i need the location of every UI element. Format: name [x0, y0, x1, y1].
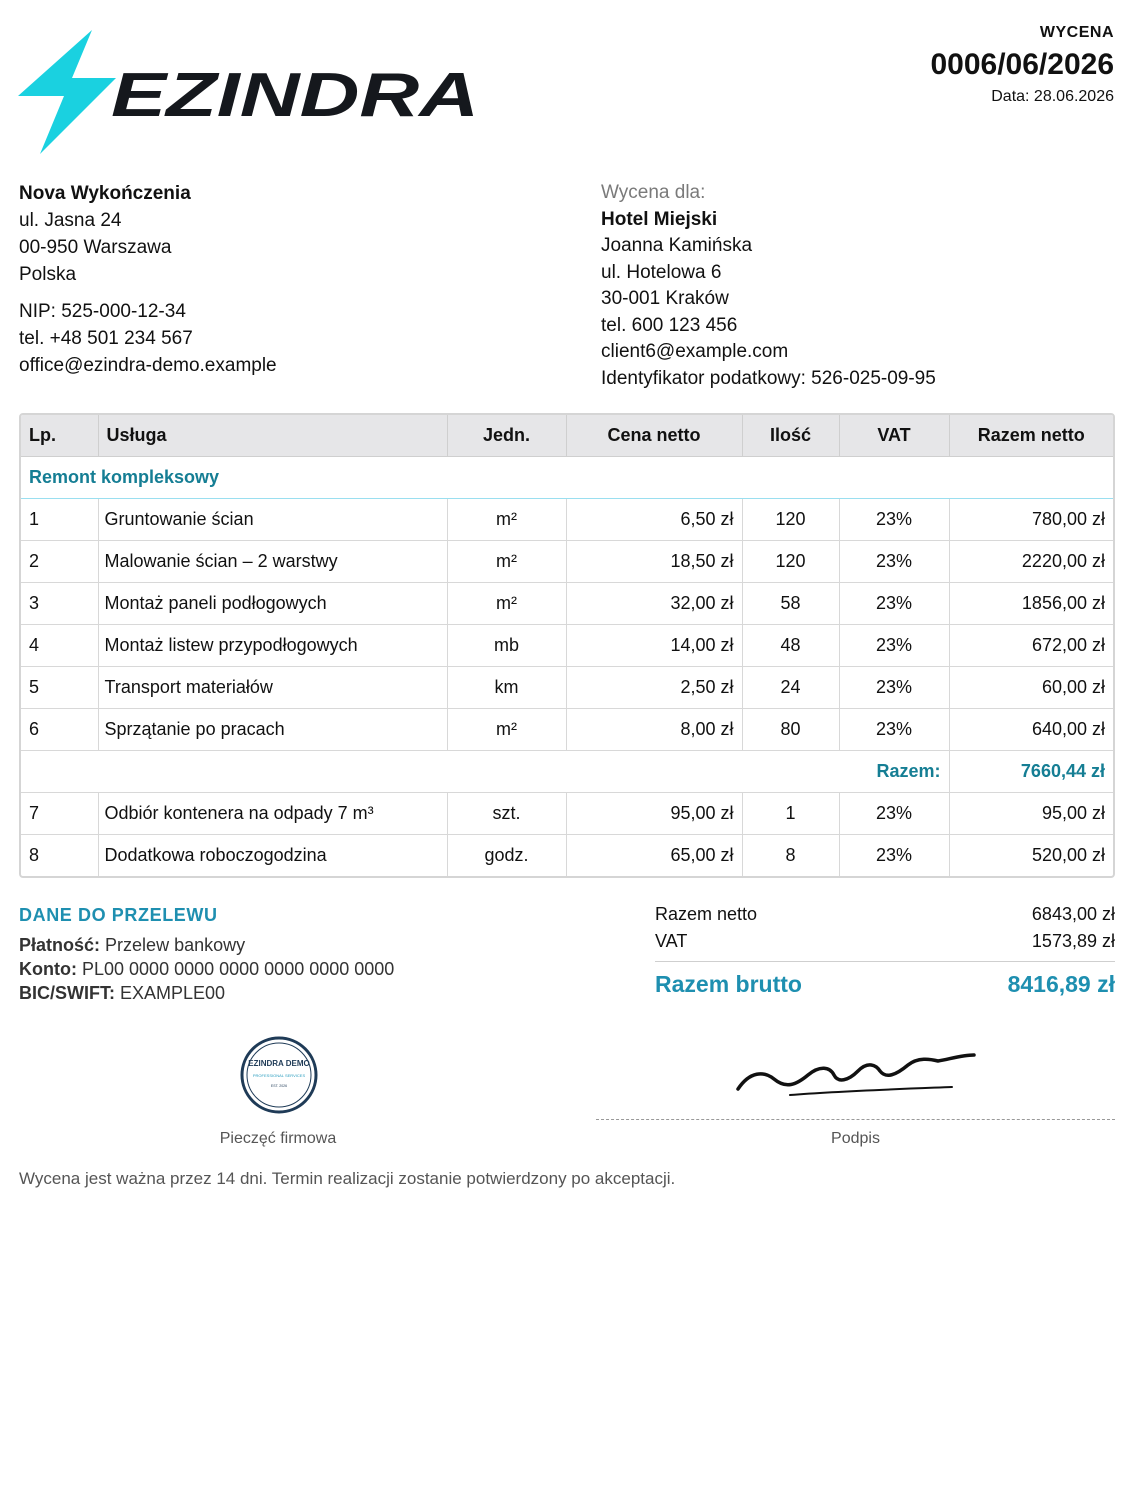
cell-lp: 3: [21, 582, 98, 624]
cell-net-price: 32,00 zł: [566, 582, 742, 624]
cell-net-total: 1856,00 zł: [949, 582, 1113, 624]
cell-vat: 23%: [839, 834, 949, 876]
logo-wordmark: EZINDRA: [111, 61, 479, 130]
buyer-name: Hotel Miejski: [601, 208, 718, 230]
signature: [730, 1045, 980, 1105]
cell-service: Sprzątanie po pracach: [98, 708, 447, 750]
cell-lp: 8: [21, 834, 98, 876]
cell-vat: 23%: [839, 540, 949, 582]
cell-net-total: 672,00 zł: [949, 624, 1113, 666]
totals-summary: [655, 901, 1115, 1002]
stamp-caption: Pieczęć firmowa: [219, 1130, 337, 1147]
column-header-vat: VAT: [839, 415, 949, 456]
cell-unit: m²: [447, 540, 566, 582]
cell-vat: 23%: [839, 666, 949, 708]
cell-net-price: 18,50 zł: [566, 540, 742, 582]
cell-unit: km: [447, 666, 566, 708]
seller-city: 00-950 Warszawa: [19, 237, 172, 258]
cell-service: Odbiór kontenera na odpady 7 m³: [98, 792, 447, 834]
subtotal-row: [21, 750, 1113, 792]
items-table: [19, 413, 1115, 878]
buyer-phone: tel. 600 123 456: [601, 314, 738, 336]
seller-nip: NIP: 525-000-12-34: [19, 301, 186, 322]
cell-unit: m²: [447, 708, 566, 750]
cell-net-total: 520,00 zł: [1031, 844, 1105, 865]
column-header-service: Usługa: [98, 415, 447, 456]
cell-lp: 2: [21, 540, 98, 582]
cell-service: Transport materiałów: [98, 666, 447, 708]
table-row: [21, 666, 1113, 708]
gross-total-row: [655, 966, 1115, 1002]
cell-quantity: 120: [742, 540, 839, 582]
account-value: PL00 0000 0000 0000 0000 0000 0000: [82, 959, 395, 979]
cell-unit: szt.: [447, 792, 566, 834]
cell-quantity: 58: [742, 582, 839, 624]
column-header-net-total: Razem netto: [949, 415, 1113, 456]
section-header-row: [21, 456, 1113, 498]
cell-quantity: 1: [742, 792, 839, 834]
gross-total-value: 8416,89 zł: [1007, 971, 1115, 997]
cell-quantity: 120: [742, 498, 839, 540]
cell-net-price: 6,50 zł: [566, 498, 742, 540]
seller-name: Nova Wykończenia: [19, 183, 191, 204]
cell-vat: 23%: [839, 792, 949, 834]
buyer-street: ul. Hotelowa 6: [601, 261, 722, 283]
payment-method-value: Przelew bankowy: [105, 935, 246, 955]
table-row: [21, 498, 1113, 540]
company-stamp: [240, 1036, 318, 1114]
cell-quantity: 48: [742, 624, 839, 666]
cell-lp: 1: [21, 498, 98, 540]
cell-net-price: 95,00 zł: [566, 792, 742, 834]
cell-unit: m²: [447, 498, 566, 540]
buyer-block: [601, 180, 936, 392]
cell-service: Montaż listew przypodłogowych: [98, 624, 447, 666]
table-row: [21, 834, 1113, 876]
column-header-net-price: Cena netto: [566, 415, 742, 456]
cell-lp: 7: [21, 792, 98, 834]
buyer-email: client6@example.com: [601, 341, 789, 362]
net-total-label: Razem netto: [655, 904, 758, 924]
cell-lp: 6: [21, 708, 98, 750]
cell-net-total: 780,00 zł: [949, 498, 1113, 540]
seller-street: ul. Jasna 24: [19, 210, 122, 231]
bic-label: BIC/SWIFT:: [19, 983, 115, 1003]
cell-quantity: 8: [742, 834, 839, 876]
vat-total-label: VAT: [655, 931, 688, 951]
seller-email: office@ezindra-demo.example: [19, 355, 277, 376]
document-number: 0006/06/2026: [930, 48, 1114, 81]
cell-service: Malowanie ścian – 2 warstwy: [98, 540, 447, 582]
lightning-bolt-icon: [18, 30, 116, 154]
column-header-unit: Jedn.: [447, 415, 566, 456]
cell-unit: mb: [447, 624, 566, 666]
validity-note: Wycena jest ważna przez 14 dni. Termin realizacji zostanie potwierdzony po akceptacji.: [19, 1169, 676, 1188]
net-total-row: [655, 901, 1115, 928]
account-label: Konto:: [19, 959, 77, 979]
buyer-city: 30-001 Kraków: [601, 288, 729, 309]
payment-title: DANE DO PRZELEWU: [19, 905, 218, 925]
subtotal-label: Razem:: [21, 750, 949, 792]
cell-quantity: 80: [742, 708, 839, 750]
cell-net-total: 60,00 zł: [949, 666, 1113, 708]
cell-service: Montaż paneli podłogowych: [98, 582, 447, 624]
company-logo: [18, 30, 482, 156]
buyer-label: Wycena dla:: [601, 182, 706, 203]
cell-vat: 23%: [839, 624, 949, 666]
payment-details: [19, 903, 394, 1005]
cell-net-price: 8,00 zł: [566, 708, 742, 750]
column-header-lp: Lp.: [21, 415, 98, 456]
cell-service: Dodatkowa roboczogodzina: [98, 834, 447, 876]
cell-lp: 4: [21, 624, 98, 666]
table-header-row: [21, 415, 1113, 456]
svg-text:EZINDRA DEMO: EZINDRA DEMO: [248, 1059, 310, 1068]
svg-text:EST. 2026: EST. 2026: [270, 1084, 288, 1088]
document-type: WYCENA: [1039, 24, 1114, 41]
table-row: [21, 540, 1113, 582]
cell-net-total: 2220,00 zł: [949, 540, 1113, 582]
signature-line: [596, 1119, 1115, 1120]
cell-net-total: 95,00 zł: [949, 792, 1113, 834]
buyer-tax-id: Identyfikator podatkowy: 526-025-09-95: [601, 367, 936, 389]
buyer-contact: Joanna Kamińska: [601, 235, 753, 256]
cell-unit: m²: [447, 582, 566, 624]
vat-total-row: [655, 928, 1115, 955]
cell-net-price: 2,50 zł: [566, 666, 742, 708]
seller-country: Polska: [19, 264, 77, 285]
vat-total-value: 1573,89 zł: [1031, 931, 1115, 951]
seller-phone: tel. +48 501 234 567: [19, 328, 193, 349]
cell-lp: 5: [21, 666, 98, 708]
cell-unit: godz.: [447, 834, 566, 876]
cell-vat: 23%: [839, 498, 949, 540]
cell-net-total: 640,00 zł: [949, 708, 1113, 750]
signature-caption: Podpis: [831, 1130, 880, 1147]
net-total-value: 6843,00 zł: [1031, 904, 1115, 924]
payment-method-label: Płatność:: [19, 935, 101, 955]
document-header: [930, 24, 1114, 106]
bic-value: EXAMPLE00: [120, 983, 226, 1003]
section-title: Remont kompleksowy: [21, 456, 1113, 498]
gross-total-label: Razem brutto: [655, 971, 802, 997]
subtotal-value: 7660,44 zł: [949, 750, 1113, 792]
document-date: Data: 28.06.2026: [991, 88, 1114, 105]
svg-text:PROFESSIONAL SERVICES: PROFESSIONAL SERVICES: [252, 1073, 306, 1078]
table-row: [21, 624, 1113, 666]
cell-service: Gruntowanie ścian: [98, 498, 447, 540]
cell-quantity: 24: [742, 666, 839, 708]
cell-net-price: 65,00 zł: [566, 834, 742, 876]
seller-block: [19, 180, 277, 379]
table-row: [21, 792, 1113, 834]
cell-vat: 23%: [839, 582, 949, 624]
table-row: [21, 708, 1113, 750]
cell-vat: 23%: [839, 708, 949, 750]
column-header-quantity: Ilość: [742, 415, 839, 456]
table-row: [21, 582, 1113, 624]
cell-net-price: 14,00 zł: [566, 624, 742, 666]
